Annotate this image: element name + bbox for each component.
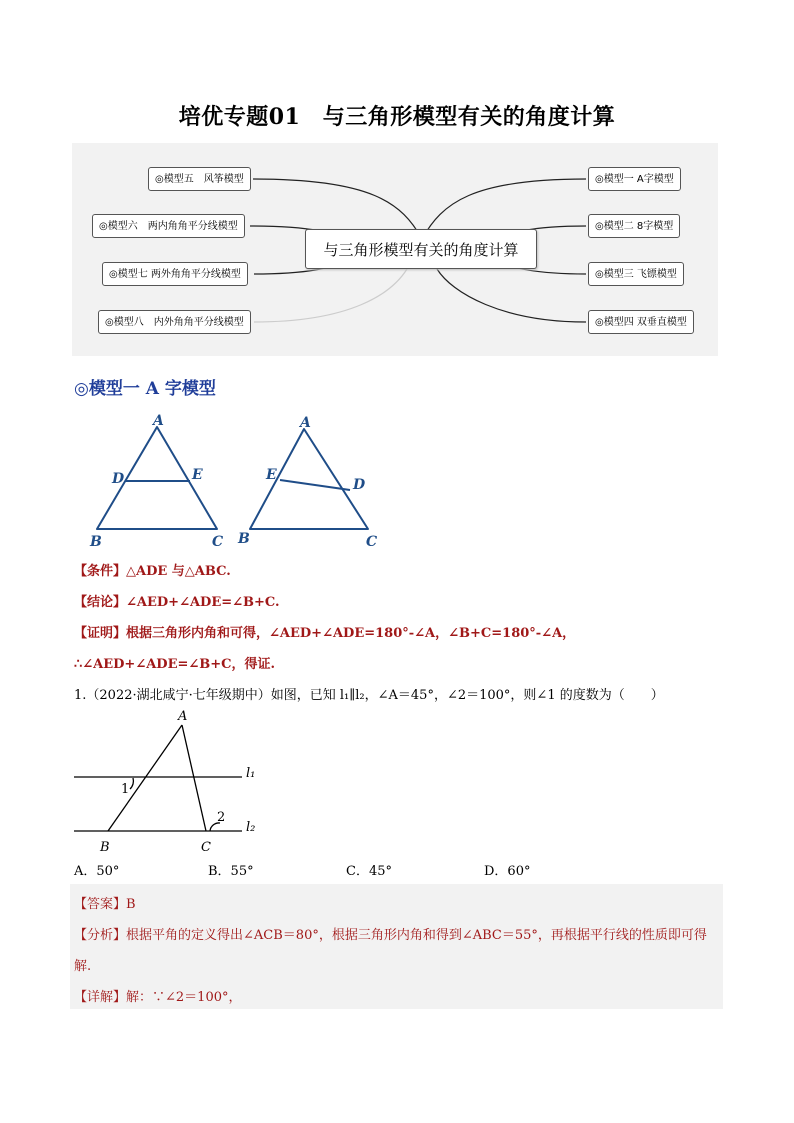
fig1-label-e: E xyxy=(192,467,203,483)
option-b[interactable]: B．55° xyxy=(208,864,254,879)
qfig-label-1: 1 xyxy=(121,782,130,797)
analysis-text: 根据平角的定义得出∠ACB＝80°，根据三角形内角和得到∠ABC＝55°，再根据平行线的性质即可得 xyxy=(126,928,707,943)
fig2-label-d: D xyxy=(353,477,366,493)
fig1-label-c: C xyxy=(212,534,224,550)
fig2-label-b: B xyxy=(238,531,250,547)
conclusion-text: ∠AED+∠ADE=∠B+C. xyxy=(126,595,280,610)
proof-text: 根据三角形内角和可得，∠AED+∠ADE=180°-∠A，∠B+C=180°-∠A， xyxy=(126,626,576,641)
mindmap-node-a-shape: ◎模型一 A字模型 xyxy=(588,167,681,191)
proof-tag: 【证明】 xyxy=(74,626,127,641)
condition-tag: 【条件】 xyxy=(74,564,127,579)
analysis-continuation: 解. xyxy=(74,959,92,974)
mindmap-node-two-interior-bisector: ◎模型六 两内角角平分线模型 xyxy=(92,214,245,238)
answer-line xyxy=(74,893,136,912)
condition-text: △ADE 与△ABC. xyxy=(126,564,231,579)
detail-line xyxy=(74,986,242,1005)
conclusion-line xyxy=(74,591,280,610)
fig2-label-a: A xyxy=(300,415,311,431)
fig2-label-c: C xyxy=(366,534,378,550)
qfig-label-2: 2 xyxy=(217,810,226,825)
answer-tag: 【答案】 xyxy=(74,897,127,912)
section-heading: ◎模型一 A 字模型 xyxy=(74,379,216,399)
fig2-label-e: E xyxy=(266,467,277,483)
qfig-label-b: B xyxy=(100,840,110,855)
question-figure xyxy=(70,705,280,855)
conclusion-tag: 【结论】 xyxy=(74,595,127,610)
fig1-label-d: D xyxy=(112,471,125,487)
mindmap-node-8-shape: ◎模型二 8字模型 xyxy=(588,214,680,238)
fig1-label-a: A xyxy=(153,413,164,429)
page-title: 培优专题01 与三角形模型有关的角度计算 xyxy=(178,104,616,130)
condition-line xyxy=(74,560,231,579)
detail-tag: 【详解】 xyxy=(74,990,127,1005)
option-d[interactable]: D．60° xyxy=(484,864,531,879)
option-a[interactable]: A．50° xyxy=(74,864,120,879)
question-text: 1.（2022·湖北咸宁·七年级期中）如图，已知 l₁∥l₂，∠A＝45°，∠2＝100°，则∠1 的度数为（ ） xyxy=(74,688,664,703)
mindmap-center-node: 与三角形模型有关的角度计算 xyxy=(305,229,537,269)
mindmap-diagram xyxy=(72,143,718,356)
mindmap-node-interior-exterior-bisector: ◎模型八 内外角角平分线模型 xyxy=(98,310,251,334)
analysis-line xyxy=(74,924,707,943)
proof-line xyxy=(74,622,575,641)
option-c[interactable]: C．45° xyxy=(346,864,392,879)
proof-conclusion-line: ∴∠AED+∠ADE=∠B+C，得证. xyxy=(74,657,276,672)
mindmap-node-double-perpendicular: ◎模型四 双垂直模型 xyxy=(588,310,694,334)
mindmap-node-kite: ◎模型五 风筝模型 xyxy=(148,167,251,191)
qfig-label-l1: l₁ xyxy=(246,766,256,781)
mindmap-node-two-exterior-bisector: ◎模型七 两外角角平分线模型 xyxy=(102,262,248,286)
qfig-label-c: C xyxy=(201,840,211,855)
qfig-label-a: A xyxy=(178,709,188,724)
a-shape-figures xyxy=(80,410,400,555)
answer-value: B xyxy=(126,897,136,912)
detail-text: 解：∵∠2＝100°， xyxy=(126,990,242,1005)
analysis-tag: 【分析】 xyxy=(74,928,127,943)
qfig-label-l2: l₂ xyxy=(246,820,256,835)
fig1-label-b: B xyxy=(90,534,102,550)
mindmap-node-dart: ◎模型三 飞镖模型 xyxy=(588,262,684,286)
